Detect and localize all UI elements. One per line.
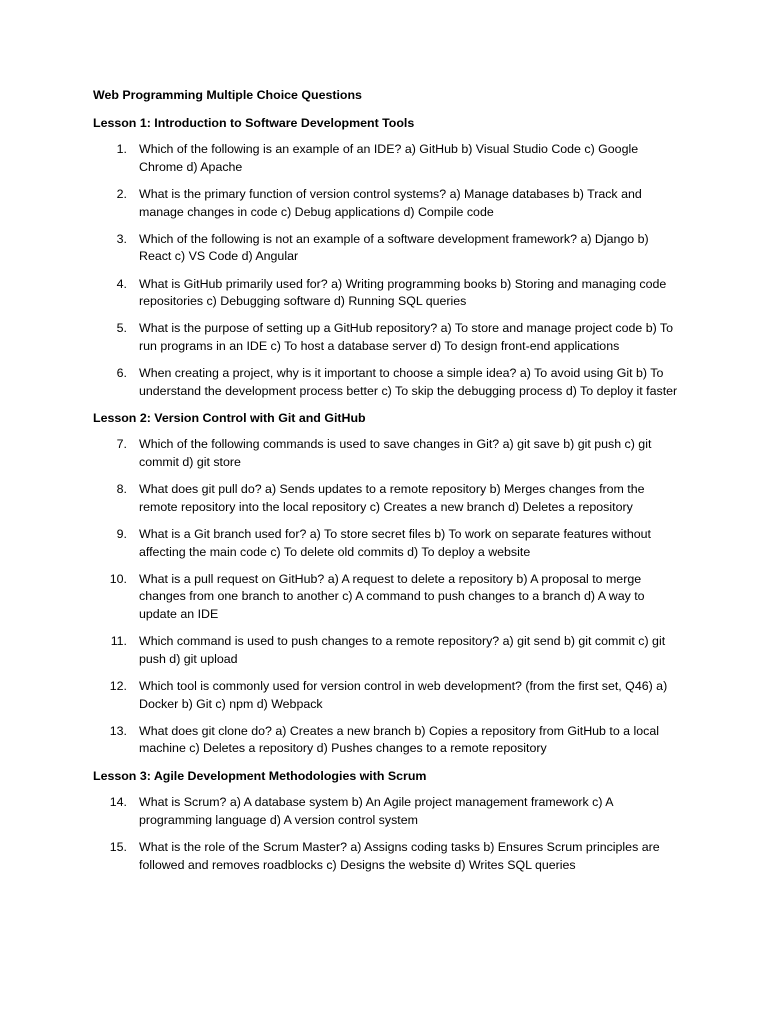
question-item xyxy=(93,571,683,624)
question-item xyxy=(93,678,683,713)
question-text: Which of the following is an example of an IDE? a) GitHub b) Visual Studio Code c) Google Chrome d) Apache xyxy=(139,142,639,174)
question-number: 1. xyxy=(116,142,127,157)
question-text: Which of the following commands is used to save changes in Git? a) git save b) git push c) git commit d) git store xyxy=(139,437,652,470)
question-text: What is the primary function of version control systems? a) Manage databases b) Track and manage changes in code c) Debug applications d) Compile code xyxy=(139,186,642,219)
question-text: Which of the following is not an example of a software development framework? a) Django b) React c) VS Code d) Angular xyxy=(139,231,649,264)
question-item xyxy=(93,839,683,874)
question-item xyxy=(93,436,683,471)
question-text: When creating a project, why is it important to choose a simple idea? a) To avoid using Git b) To understand the development process better c) To skip the debugging process d) To deploy it faster xyxy=(139,366,678,398)
question-item xyxy=(93,320,683,355)
question-text: What is Scrum? a) A database system b) An Agile project management framework c) A programming language d) A version control system xyxy=(139,795,613,827)
question-item xyxy=(93,141,683,176)
question-item xyxy=(93,276,683,311)
question-text: What does git pull do? a) Sends updates to a remote repository b) Merges changes from the remote repository into the local repository c) Creates a new branch d) Deletes a repository xyxy=(139,482,645,514)
question-text: What is a Git branch used for? a) To store secret files b) To work on separate features without affecting the main code c) To delete old commits d) To deploy a website xyxy=(139,527,651,559)
question-item xyxy=(93,481,683,516)
question-item xyxy=(93,794,683,829)
question-text: What is a pull request on GitHub? a) A request to delete a repository b) A proposal to merge changes from one branch to another c) A command to push changes to a branch d) A way to update an IDE xyxy=(139,571,645,621)
question-item xyxy=(93,231,683,266)
question-number: 4. xyxy=(116,276,127,291)
lesson-1-question-list xyxy=(93,141,683,400)
question-number: 2. xyxy=(116,186,127,201)
question-number: 15. xyxy=(109,839,127,854)
question-number: 9. xyxy=(116,527,127,542)
question-number: 14. xyxy=(109,795,127,810)
question-text: What is GitHub primarily used for? a) Writing programming books b) Storing and managing code repositories c) Debugging software d) Running SQL queries xyxy=(139,276,667,309)
question-number: 7. xyxy=(116,437,127,452)
lesson-3-question-list xyxy=(93,794,683,874)
lesson-1-heading: Lesson 1: Introduction to Software Development Tools xyxy=(93,115,415,130)
question-number: 8. xyxy=(116,482,127,497)
lesson-3-heading: Lesson 3: Agile Development Methodologies with Scrum xyxy=(93,768,427,783)
question-text: What is the role of the Scrum Master? a) Assigns coding tasks b) Ensures Scrum principles are followed and removes roadblocks c) Designs the website d) Writes SQL queries xyxy=(139,839,660,872)
question-number: 12. xyxy=(109,678,127,693)
question-number: 6. xyxy=(116,366,127,381)
question-text: What does git clone do? a) Creates a new branch b) Copies a repository from GitHub to a local machine c) Deletes a repository d) Pushes changes to a remote repository xyxy=(139,723,659,756)
question-text: Which tool is commonly used for version control in web development? (from the first set, Q46) a) Docker b) Git c) npm d) Webpack xyxy=(139,678,668,711)
question-number: 10. xyxy=(109,571,127,586)
question-item xyxy=(93,723,683,758)
question-text: Which command is used to push changes to a remote repository? a) git send b) git commit c) git push d) git upload xyxy=(139,634,666,666)
document-body xyxy=(93,87,683,884)
question-item xyxy=(93,186,683,221)
lesson-2-heading: Lesson 2: Version Control with Git and GitHub xyxy=(93,410,366,425)
question-item xyxy=(93,633,683,668)
question-number: 5. xyxy=(116,321,127,336)
question-number: 11. xyxy=(110,634,127,649)
question-item xyxy=(93,526,683,561)
document-title: Web Programming Multiple Choice Questions xyxy=(93,88,362,102)
question-text: What is the purpose of setting up a GitHub repository? a) To store and manage project code b) To run programs in an IDE c) To host a database server d) To design front-end applications xyxy=(139,321,674,353)
question-number: 13. xyxy=(109,723,127,738)
lesson-2-question-list xyxy=(93,436,683,757)
question-number: 3. xyxy=(116,231,127,246)
question-item xyxy=(93,365,683,400)
